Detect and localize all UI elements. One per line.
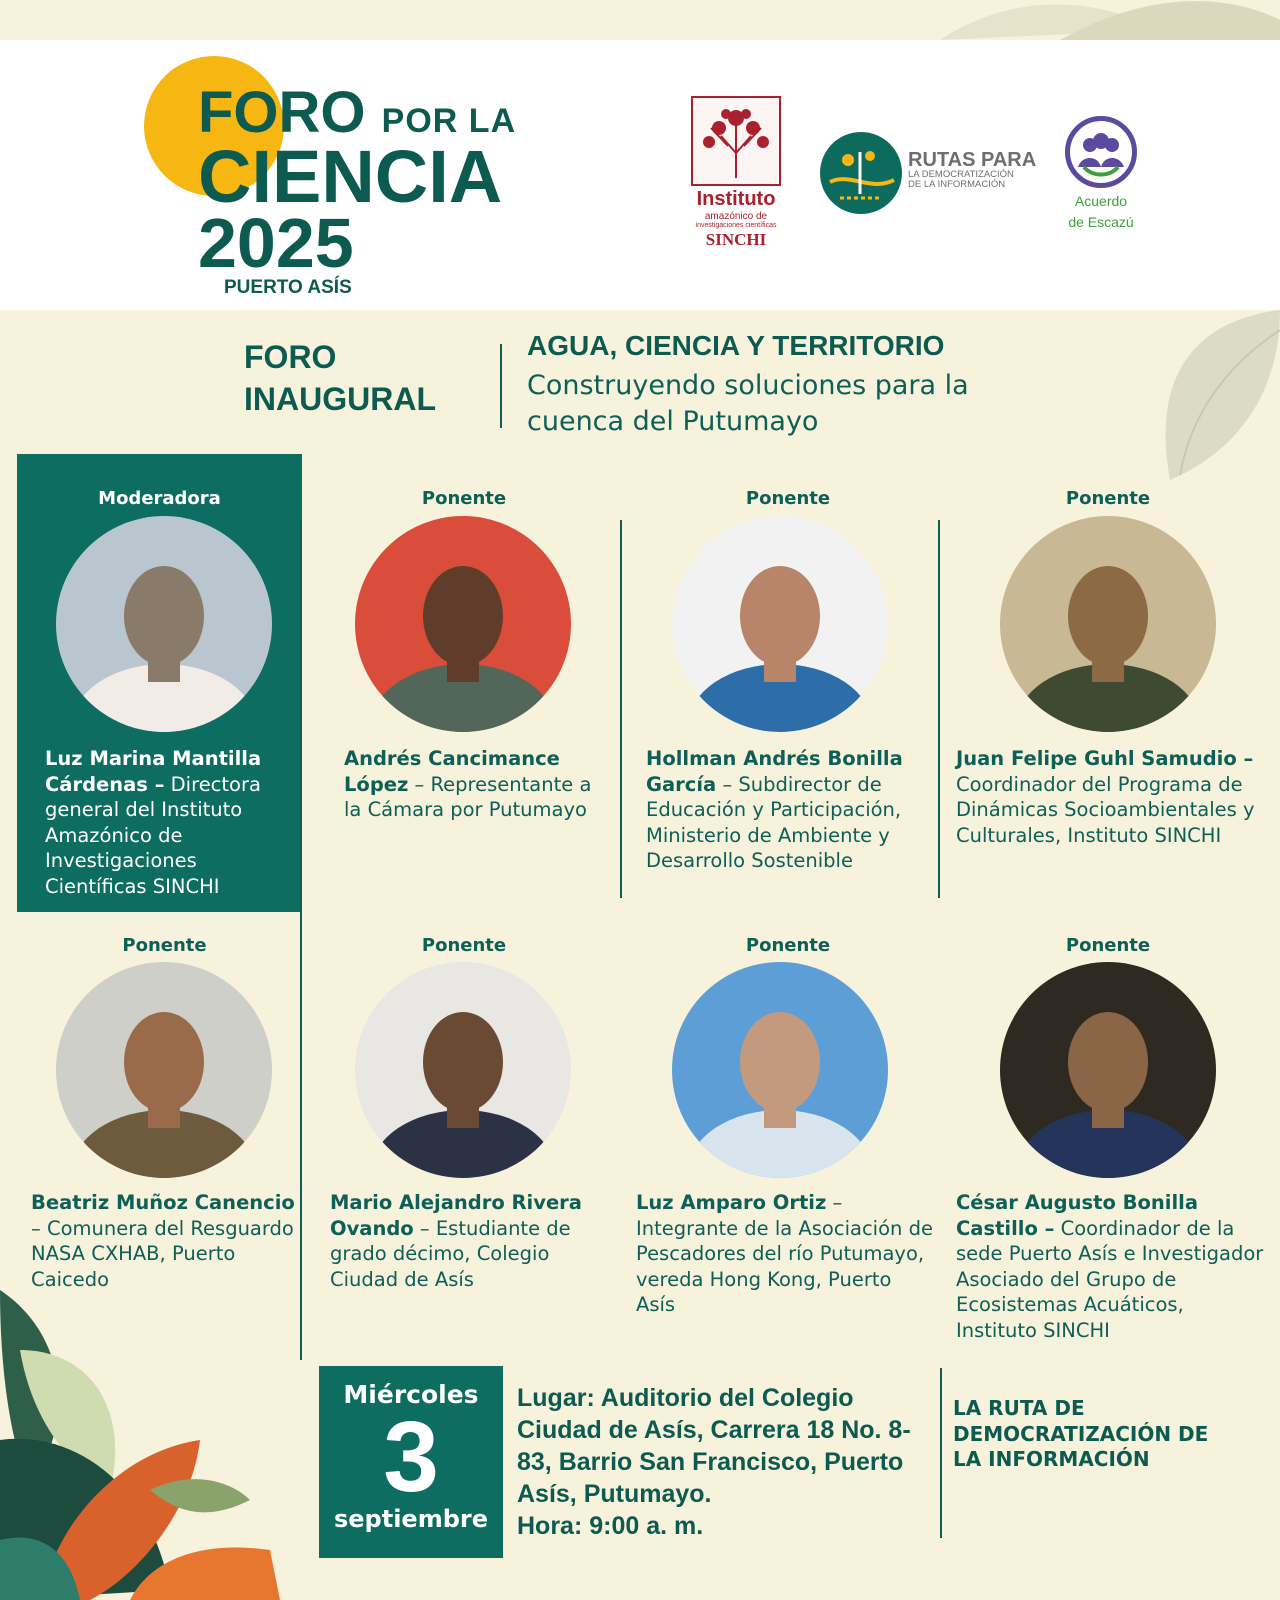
speaker-photo [56, 516, 272, 732]
ruta-label: LA RUTA DE DEMOCRATIZACIÓN DE LA INFORMACIÓN [953, 1396, 1209, 1471]
rutas-logo-icon [820, 132, 902, 214]
speaker-photo [1000, 516, 1216, 732]
speaker-title: – Estudiante de grado décimo, Colegio Ciudad de Asís [330, 1216, 571, 1291]
speaker-photo [56, 962, 272, 1178]
speaker-name: Juan Felipe Guhl Samudio – [956, 747, 1254, 770]
bottom-divider [940, 1368, 942, 1538]
speaker-name: Luz Amparo Ortiz [636, 1191, 827, 1214]
speaker-title: – Comunera del Resguardo NASA CXHAB, Puerto Caicedo [31, 1216, 294, 1291]
speaker-photo [672, 962, 888, 1178]
sinchi-logo: Instituto amazónico de investigaciones científicas SINCHI [690, 96, 782, 250]
speaker-name: Mario Alejandro Rivera Ovando [330, 1191, 582, 1240]
speaker-role: Ponente [421, 935, 507, 956]
leaf-decoration-top-right [940, 0, 1280, 40]
column-divider [938, 520, 940, 898]
speaker-photo [672, 516, 888, 732]
rutas-logo-text: RUTAS PARA LA DEMOCRATIZACIÓN DE LA INFORMACIÓN [908, 149, 1037, 190]
title-line-2: CIENCIA [198, 135, 503, 218]
speaker-photo [1000, 962, 1216, 1178]
speaker-role: Moderadora [98, 488, 221, 509]
speaker-title: Coordinador del Programa de Dinámicas Socioambientales y Culturales, Instituto SINCHI [956, 772, 1255, 847]
people-group-icon [1065, 116, 1137, 188]
speaker-description [956, 1190, 1266, 1343]
title-location: PUERTO ASÍS [224, 277, 352, 298]
date-weekday: Miércoles [343, 1380, 479, 1409]
speaker-description [344, 746, 604, 823]
sinchi-tree-icon [691, 96, 781, 186]
speaker-role: Ponente [421, 488, 507, 509]
speaker-description [646, 746, 926, 874]
speaker-role: Ponente [745, 488, 831, 509]
speaker-description [31, 1190, 303, 1292]
leaf-decoration-bottom-left [0, 1290, 280, 1600]
speaker-photo [355, 962, 571, 1178]
speaker-name: Luz Marina Mantilla Cárdenas – [45, 747, 262, 796]
date-month: septiembre [333, 1505, 489, 1533]
header-band [0, 40, 1280, 310]
speaker-description [45, 746, 295, 899]
speaker-name: Andrés Cancimance López [344, 747, 560, 796]
title-divider [500, 344, 502, 428]
forum-label: FORO INAUGURAL [244, 339, 436, 417]
speaker-name: Beatriz Muñoz Canencio [31, 1191, 295, 1214]
date-day: 3 [383, 1401, 439, 1513]
title-line-1: FORO POR LA [198, 80, 517, 145]
speaker-description [956, 746, 1261, 848]
forum-topic: AGUA, CIENCIA Y TERRITORIO [527, 330, 945, 361]
speaker-role: Ponente [1065, 488, 1151, 509]
speaker-title: – Integrante de la Asociación de Pescadores del río Putumayo, vereda Hong Kong, Puerto Asís [636, 1191, 933, 1316]
date-box [319, 1366, 503, 1558]
event-place: Lugar: Auditorio del Colegio Ciudad de Asís, Carrera 18 No. 8-83, Barrio San Francisco, Puerto Asís, Putumayo. Hora: 9:00 a. m. [517, 1384, 911, 1540]
speaker-photo [355, 516, 571, 732]
speaker-role: Ponente [122, 935, 207, 956]
speaker-name: Hollman Andrés Bonilla García [646, 747, 903, 796]
leaf-decoration-right [1130, 310, 1280, 480]
title-year: 2025 [198, 204, 354, 282]
speaker-name: César Augusto Bonilla Castillo – [956, 1191, 1198, 1240]
escazu-logo: Acuerdo de Escazú [1060, 116, 1142, 231]
forum-subtitle: Construyendo soluciones para la cuenca del Putumayo [527, 370, 969, 437]
speaker-role: Ponente [745, 935, 831, 956]
speaker-description [636, 1190, 936, 1318]
speaker-role: Ponente [1065, 935, 1151, 956]
column-divider [620, 520, 622, 898]
speaker-title: – Representante a la Cámara por Putumayo [344, 772, 592, 821]
speaker-title: – Subdirector de Educación y Participación, Ministerio de Ambiente y Desarrollo Sostenible [646, 772, 902, 872]
speaker-description [330, 1190, 600, 1292]
speaker-title: Coordinador de la sede Puerto Asís e Investigador Asociado del Grupo de Ecosistemas Acuáticos, Instituto SINCHI [956, 1216, 1264, 1342]
speaker-title: Directora general del Instituto Amazónico de Investigaciones Científicas SINCHI [45, 772, 261, 898]
